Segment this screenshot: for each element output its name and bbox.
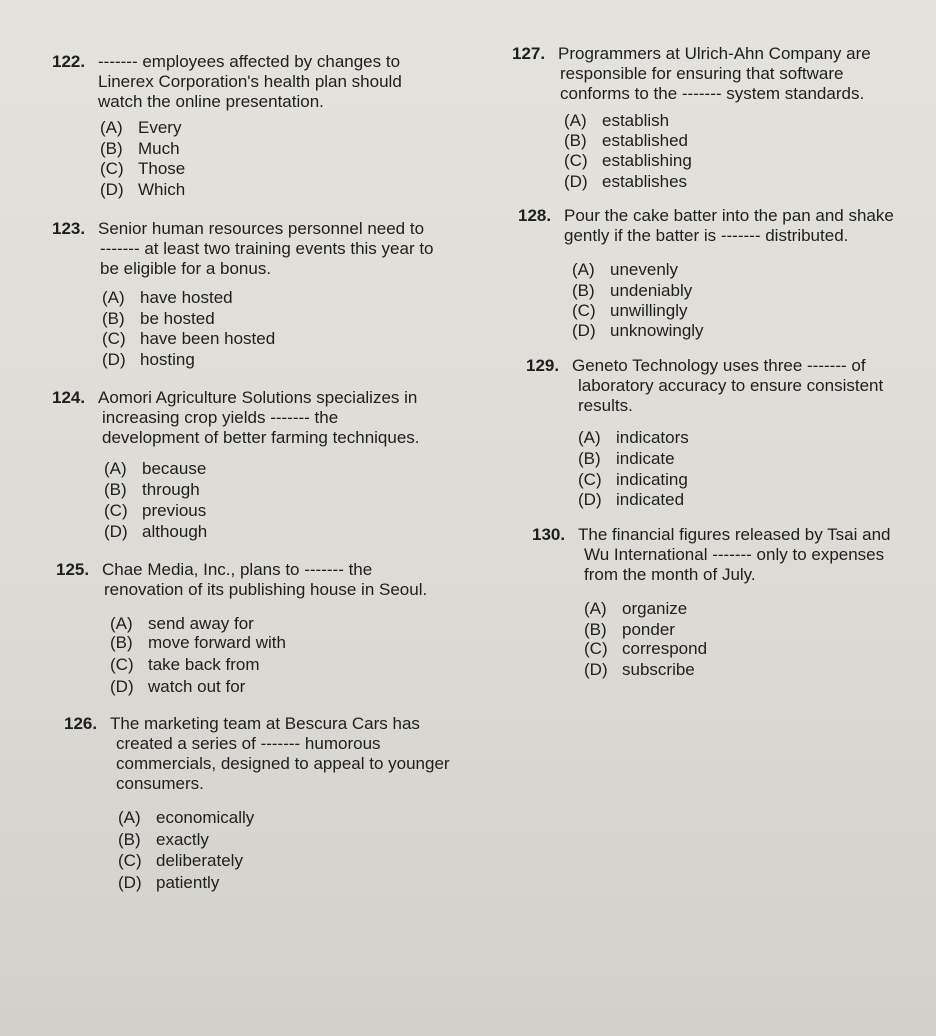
option-a[interactable]: (A) Every — [100, 118, 182, 137]
option-c[interactable]: (C) take back from — [110, 655, 260, 674]
option-b[interactable]: (B) be hosted — [102, 309, 215, 328]
question-stem-line: consumers. — [116, 774, 204, 793]
question-stem-line: Pour the cake batter into the pan and shake — [564, 206, 894, 225]
question-number: 125. — [56, 560, 90, 579]
option-a[interactable]: (A) establish — [564, 111, 670, 130]
option-c[interactable]: (C) correspond — [584, 639, 708, 658]
question-number: 126. — [64, 714, 98, 733]
question-number: 124. — [52, 388, 86, 407]
option-b[interactable]: (B) undeniably — [572, 281, 693, 300]
question-stem-line: be eligible for a bonus. — [100, 259, 272, 278]
question-130 — [532, 525, 890, 585]
option-a[interactable]: (A) send away for — [110, 614, 254, 633]
option-c[interactable]: (C) previous — [104, 501, 207, 520]
option-d[interactable]: (D) subscribe — [584, 660, 695, 679]
option-d[interactable]: (D) indicated — [578, 490, 685, 509]
question-129 — [526, 356, 883, 416]
option-c[interactable]: (C) deliberately — [118, 851, 243, 870]
question-127 — [512, 44, 871, 104]
question-stem-line: results. — [578, 396, 633, 415]
question-124 — [52, 388, 420, 448]
question-stem-line: The financial figures released by Tsai and — [578, 525, 891, 544]
option-d[interactable]: (D) although — [104, 522, 208, 541]
option-d[interactable]: (D) establishes — [564, 172, 688, 191]
question-125 — [56, 560, 427, 600]
question-stem-line: Senior human resources personnel need to — [98, 219, 425, 238]
question-number: 122. — [52, 52, 86, 71]
option-d[interactable]: (D) Which — [100, 180, 186, 199]
option-a[interactable]: (A) because — [104, 459, 207, 478]
question-stem-line: increasing crop yields ------- the — [102, 408, 339, 427]
option-b[interactable]: (B) exactly — [118, 830, 209, 849]
question-126 — [64, 714, 450, 794]
question-stem-line: Geneto Technology uses three ------- of — [572, 356, 866, 375]
option-b[interactable]: (B) Much — [100, 139, 180, 158]
option-c[interactable]: (C) unwillingly — [572, 301, 688, 320]
question-stem-line: created a series of ------- humorous — [116, 734, 381, 753]
question-number: 128. — [518, 206, 552, 225]
question-stem-line: gently if the batter is ------- distributed. — [564, 226, 849, 245]
question-stem-line: ------- employees affected by changes to — [98, 52, 401, 71]
question-stem-line: Chae Media, Inc., plans to ------- the — [102, 560, 373, 579]
option-a[interactable]: (A) have hosted — [102, 288, 233, 307]
question-stem-line: Wu International ------- only to expenses — [584, 545, 885, 564]
option-c[interactable]: (C) establishing — [564, 151, 692, 170]
question-stem-line: The marketing team at Bescura Cars has — [110, 714, 420, 733]
question-stem-line: from the month of July. — [584, 565, 756, 584]
question-stem-line: responsible for ensuring that software — [560, 64, 844, 83]
option-b[interactable]: (B) ponder — [584, 620, 675, 639]
option-d[interactable]: (D) watch out for — [110, 677, 246, 696]
question-128 — [518, 206, 894, 246]
question-stem-line: commercials, designed to appeal to younger — [116, 754, 450, 773]
option-c[interactable]: (C) have been hosted — [102, 329, 276, 348]
question-stem-line: watch the online presentation. — [98, 92, 324, 111]
question-number: 130. — [532, 525, 566, 544]
option-a[interactable]: (A) indicators — [578, 428, 689, 447]
option-b[interactable]: (B) move forward with — [110, 633, 286, 652]
question-number: 127. — [512, 44, 546, 63]
option-a[interactable]: (A) organize — [584, 599, 688, 618]
option-d[interactable]: (D) patiently — [118, 873, 220, 892]
option-a[interactable]: (A) unevenly — [572, 260, 679, 279]
question-stem-line: Linerex Corporation's health plan should — [98, 72, 402, 91]
option-d[interactable]: (D) hosting — [102, 350, 195, 369]
question-stem-line: ------- at least two training events this year to — [100, 239, 434, 258]
question-number: 123. — [52, 219, 86, 238]
question-stem-line: renovation of its publishing house in Seoul. — [104, 580, 428, 599]
question-123 — [52, 219, 434, 279]
option-b[interactable]: (B) established — [564, 131, 689, 150]
question-number: 129. — [526, 356, 560, 375]
option-b[interactable]: (B) indicate — [578, 449, 675, 468]
question-stem-line: Programmers at Ulrich-Ahn Company are — [558, 44, 871, 63]
question-stem-line: laboratory accuracy to ensure consistent — [578, 376, 884, 395]
option-b[interactable]: (B) through — [104, 480, 200, 499]
option-d[interactable]: (D) unknowingly — [572, 321, 704, 340]
option-c[interactable]: (C) indicating — [578, 470, 688, 489]
question-stem-line: Aomori Agriculture Solutions specializes in — [98, 388, 418, 407]
question-122 — [52, 52, 402, 112]
question-stem-line: conforms to the ------- system standards. — [560, 84, 865, 103]
option-a[interactable]: (A) economically — [118, 808, 255, 827]
option-c[interactable]: (C) Those — [100, 159, 186, 178]
question-stem-line: development of better farming techniques. — [102, 428, 420, 447]
